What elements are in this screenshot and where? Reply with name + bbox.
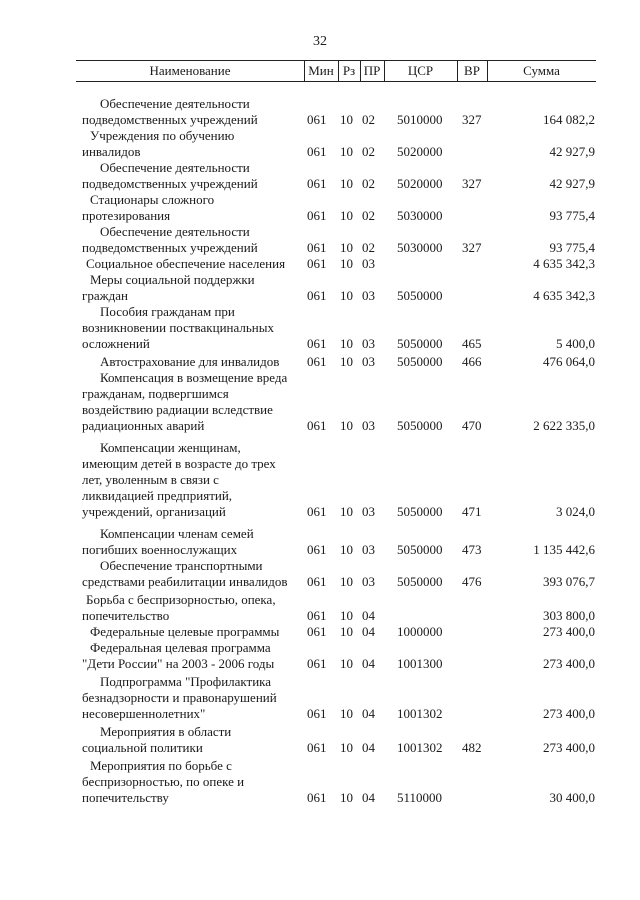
row-name-line: Пособия гражданам при (100, 304, 235, 319)
csr-code: 5050000 (397, 418, 443, 433)
header-pr: ПР (363, 63, 381, 78)
row-name-line: Обеспечение деятельности (100, 160, 250, 175)
pr-code: 03 (362, 256, 375, 271)
row-codes (0, 288, 640, 304)
rz-code: 10 (340, 656, 353, 671)
row-codes (0, 624, 640, 640)
vr-code: 470 (462, 418, 482, 433)
table-row (0, 128, 640, 160)
sum-value: 42 927,9 (549, 144, 595, 159)
min-code: 061 (307, 656, 327, 671)
sum-value: 393 076,7 (543, 574, 595, 589)
pr-code: 03 (362, 542, 375, 557)
row-name-line: Обеспечение транспортными (100, 558, 263, 573)
row-name-line: попечительство (82, 608, 170, 623)
header-rz: Рз (342, 63, 356, 78)
csr-code: 5010000 (397, 112, 443, 127)
row-name-line: Борьба с беспризорностью, опека, (86, 592, 276, 607)
table-row (0, 624, 640, 640)
table-row (0, 354, 640, 370)
pr-code: 04 (362, 608, 375, 623)
row-name-line: Стационары сложного (90, 192, 215, 207)
row-name-line: Федеральные целевые программы (90, 624, 280, 639)
row-name-line: несовершеннолетних" (82, 706, 206, 721)
row-name-line: подведомственных учреждений (82, 176, 258, 191)
sum-value: 273 400,0 (543, 740, 595, 755)
row-name-line: возникновении поствакцинальных (82, 320, 274, 335)
row-name-line: ликвидацией предприятий, (82, 488, 233, 503)
min-code: 061 (307, 740, 327, 755)
table-row (0, 440, 640, 520)
row-codes (0, 256, 640, 272)
sum-value: 164 082,2 (543, 112, 595, 127)
pr-code: 03 (362, 354, 375, 369)
rz-code: 10 (340, 504, 353, 519)
min-code: 061 (307, 336, 327, 351)
row-codes (0, 790, 640, 806)
row-codes (0, 608, 640, 624)
row-codes (0, 542, 640, 558)
table-row (0, 758, 640, 806)
rz-code: 10 (340, 790, 353, 805)
row-name-line: радиационных аварий (82, 418, 205, 433)
sum-value: 5 400,0 (556, 336, 595, 351)
min-code: 061 (307, 176, 327, 191)
row-name-line: социальной политики (82, 740, 203, 755)
table-row (0, 370, 640, 434)
rz-code: 10 (340, 208, 353, 223)
sum-value: 1 135 442,6 (533, 542, 595, 557)
csr-code: 1001302 (397, 706, 443, 721)
table-row (0, 160, 640, 192)
header-sum: Сумма (523, 63, 560, 78)
csr-code: 5050000 (397, 574, 443, 589)
table-row (0, 256, 640, 272)
row-name-line: Учреждения по обучению (90, 128, 235, 143)
table-header (76, 60, 596, 82)
csr-code: 5050000 (397, 542, 443, 557)
pr-code: 04 (362, 624, 375, 639)
row-codes (0, 706, 640, 722)
row-name-line: воздействию радиации вследствие (82, 402, 273, 417)
rz-code: 10 (340, 706, 353, 721)
table-row (0, 224, 640, 256)
row-name-line: Компенсации женщинам, (100, 440, 241, 455)
rz-code: 10 (340, 354, 353, 369)
min-code: 061 (307, 706, 327, 721)
table-row (0, 96, 640, 128)
row-name-line: попечительству (82, 790, 169, 805)
csr-code: 5050000 (397, 288, 443, 303)
table-row (0, 272, 640, 304)
row-name-line: Социальное обеспечение населения (86, 256, 286, 271)
sum-value: 42 927,9 (549, 176, 595, 191)
pr-code: 04 (362, 790, 375, 805)
pr-code: 03 (362, 336, 375, 351)
table-row (0, 674, 640, 722)
pr-code: 02 (362, 240, 375, 255)
header-min: Мин (308, 63, 334, 78)
rz-code: 10 (340, 240, 353, 255)
row-name-line: подведомственных учреждений (82, 240, 258, 255)
rz-code: 10 (340, 176, 353, 191)
sum-value: 303 800,0 (543, 608, 595, 623)
sum-value: 273 400,0 (543, 656, 595, 671)
row-codes (0, 354, 640, 370)
rz-code: 10 (340, 608, 353, 623)
min-code: 061 (307, 504, 327, 519)
header-name: Наименование (149, 63, 231, 78)
row-codes (0, 656, 640, 672)
row-name-line: Обеспечение деятельности (100, 96, 250, 111)
row-name-line: Компенсация в возмещение вреда (100, 370, 288, 385)
csr-code: 1000000 (397, 624, 443, 639)
row-name-line: граждан (82, 288, 128, 303)
min-code: 061 (307, 144, 327, 159)
rz-code: 10 (340, 418, 353, 433)
min-code: 061 (307, 790, 327, 805)
vr-code: 327 (462, 240, 482, 255)
sum-value: 273 400,0 (543, 706, 595, 721)
row-name-line: Федеральная целевая программа (90, 640, 271, 655)
table-row (0, 558, 640, 590)
rz-code: 10 (340, 112, 353, 127)
min-code: 061 (307, 418, 327, 433)
rz-code: 10 (340, 542, 353, 557)
vr-code: 476 (462, 574, 482, 589)
row-name-line: учреждений, организаций (82, 504, 226, 519)
pr-code: 02 (362, 208, 375, 223)
row-name-line: инвалидов (82, 144, 141, 159)
row-codes (0, 336, 640, 352)
table-row (0, 526, 640, 558)
table-row (0, 192, 640, 224)
sum-value: 4 635 342,3 (533, 256, 595, 271)
row-codes (0, 208, 640, 224)
csr-code: 5030000 (397, 240, 443, 255)
sum-value: 3 024,0 (556, 504, 595, 519)
csr-code: 5050000 (397, 504, 443, 519)
row-codes (0, 574, 640, 590)
csr-code: 1001302 (397, 740, 443, 755)
row-name-line: беспризорностью, по опеке и (82, 774, 245, 789)
min-code: 061 (307, 256, 327, 271)
row-codes (0, 144, 640, 160)
row-name-line: лет, уволенным в связи с (82, 472, 219, 487)
sum-value: 476 064,0 (543, 354, 595, 369)
row-name-line: подведомственных учреждений (82, 112, 258, 127)
row-codes (0, 740, 640, 756)
rz-code: 10 (340, 574, 353, 589)
csr-code: 5030000 (397, 208, 443, 223)
min-code: 061 (307, 542, 327, 557)
pr-code: 02 (362, 144, 375, 159)
table-row (0, 304, 640, 352)
row-codes (0, 112, 640, 128)
row-name-line: "Дети России" на 2003 - 2006 годы (82, 656, 275, 671)
row-name-line: Автострахование для инвалидов (100, 354, 280, 369)
row-name-line: Обеспечение деятельности (100, 224, 250, 239)
row-name-line: осложнений (82, 336, 150, 351)
row-name-line: гражданам, подвергшимся (82, 386, 229, 401)
vr-code: 466 (462, 354, 482, 369)
min-code: 061 (307, 624, 327, 639)
row-name-line: протезирования (82, 208, 171, 223)
budget-table-body (0, 96, 640, 808)
csr-code: 5050000 (397, 354, 443, 369)
pr-code: 03 (362, 288, 375, 303)
min-code: 061 (307, 574, 327, 589)
pr-code: 04 (362, 656, 375, 671)
row-codes (0, 240, 640, 256)
rz-code: 10 (340, 256, 353, 271)
min-code: 061 (307, 112, 327, 127)
csr-code: 5020000 (397, 176, 443, 191)
sum-value: 93 775,4 (549, 240, 595, 255)
row-codes (0, 504, 640, 520)
row-name-line: имеющим детей в возрасте до трех (82, 456, 276, 471)
row-name-line: Мероприятия по борьбе с (90, 758, 232, 773)
sum-value: 4 635 342,3 (533, 288, 595, 303)
pr-code: 02 (362, 112, 375, 127)
row-name-line: Мероприятия в области (100, 724, 232, 739)
csr-code: 5020000 (397, 144, 443, 159)
row-name-line: Меры социальной поддержки (90, 272, 255, 287)
page-number: 32 (313, 34, 327, 49)
pr-code: 04 (362, 706, 375, 721)
min-code: 061 (307, 354, 327, 369)
min-code: 061 (307, 208, 327, 223)
table-row (0, 592, 640, 624)
vr-code: 473 (462, 542, 482, 557)
pr-code: 03 (362, 504, 375, 519)
rz-code: 10 (340, 288, 353, 303)
min-code: 061 (307, 240, 327, 255)
vr-code: 471 (462, 504, 482, 519)
row-codes (0, 176, 640, 192)
sum-value: 93 775,4 (549, 208, 595, 223)
sum-value: 273 400,0 (543, 624, 595, 639)
csr-code: 5110000 (397, 790, 443, 805)
csr-code: 5050000 (397, 336, 443, 351)
csr-code: 1001300 (397, 656, 443, 671)
rz-code: 10 (340, 144, 353, 159)
vr-code: 327 (462, 112, 482, 127)
pr-code: 02 (362, 176, 375, 191)
row-codes (0, 418, 640, 434)
vr-code: 482 (462, 740, 482, 755)
rz-code: 10 (340, 624, 353, 639)
row-name-line: Подпрограмма "Профилактика (100, 674, 272, 689)
table-row (0, 640, 640, 672)
min-code: 061 (307, 288, 327, 303)
row-name-line: средствами реабилитации инвалидов (82, 574, 288, 589)
sum-value: 2 622 335,0 (533, 418, 595, 433)
pr-code: 03 (362, 574, 375, 589)
min-code: 061 (307, 608, 327, 623)
table-row (0, 724, 640, 756)
vr-code: 327 (462, 176, 482, 191)
vr-code: 465 (462, 336, 482, 351)
rz-code: 10 (340, 740, 353, 755)
row-name-line: Компенсации членам семей (100, 526, 254, 541)
header-csr: ЦСР (407, 63, 434, 78)
row-name-line: погибших военнослужащих (82, 542, 238, 557)
pr-code: 04 (362, 740, 375, 755)
pr-code: 03 (362, 418, 375, 433)
rz-code: 10 (340, 336, 353, 351)
row-name-line: безнадзорности и правонарушений (82, 690, 277, 705)
header-vr: ВР (464, 63, 480, 78)
sum-value: 30 400,0 (549, 790, 595, 805)
